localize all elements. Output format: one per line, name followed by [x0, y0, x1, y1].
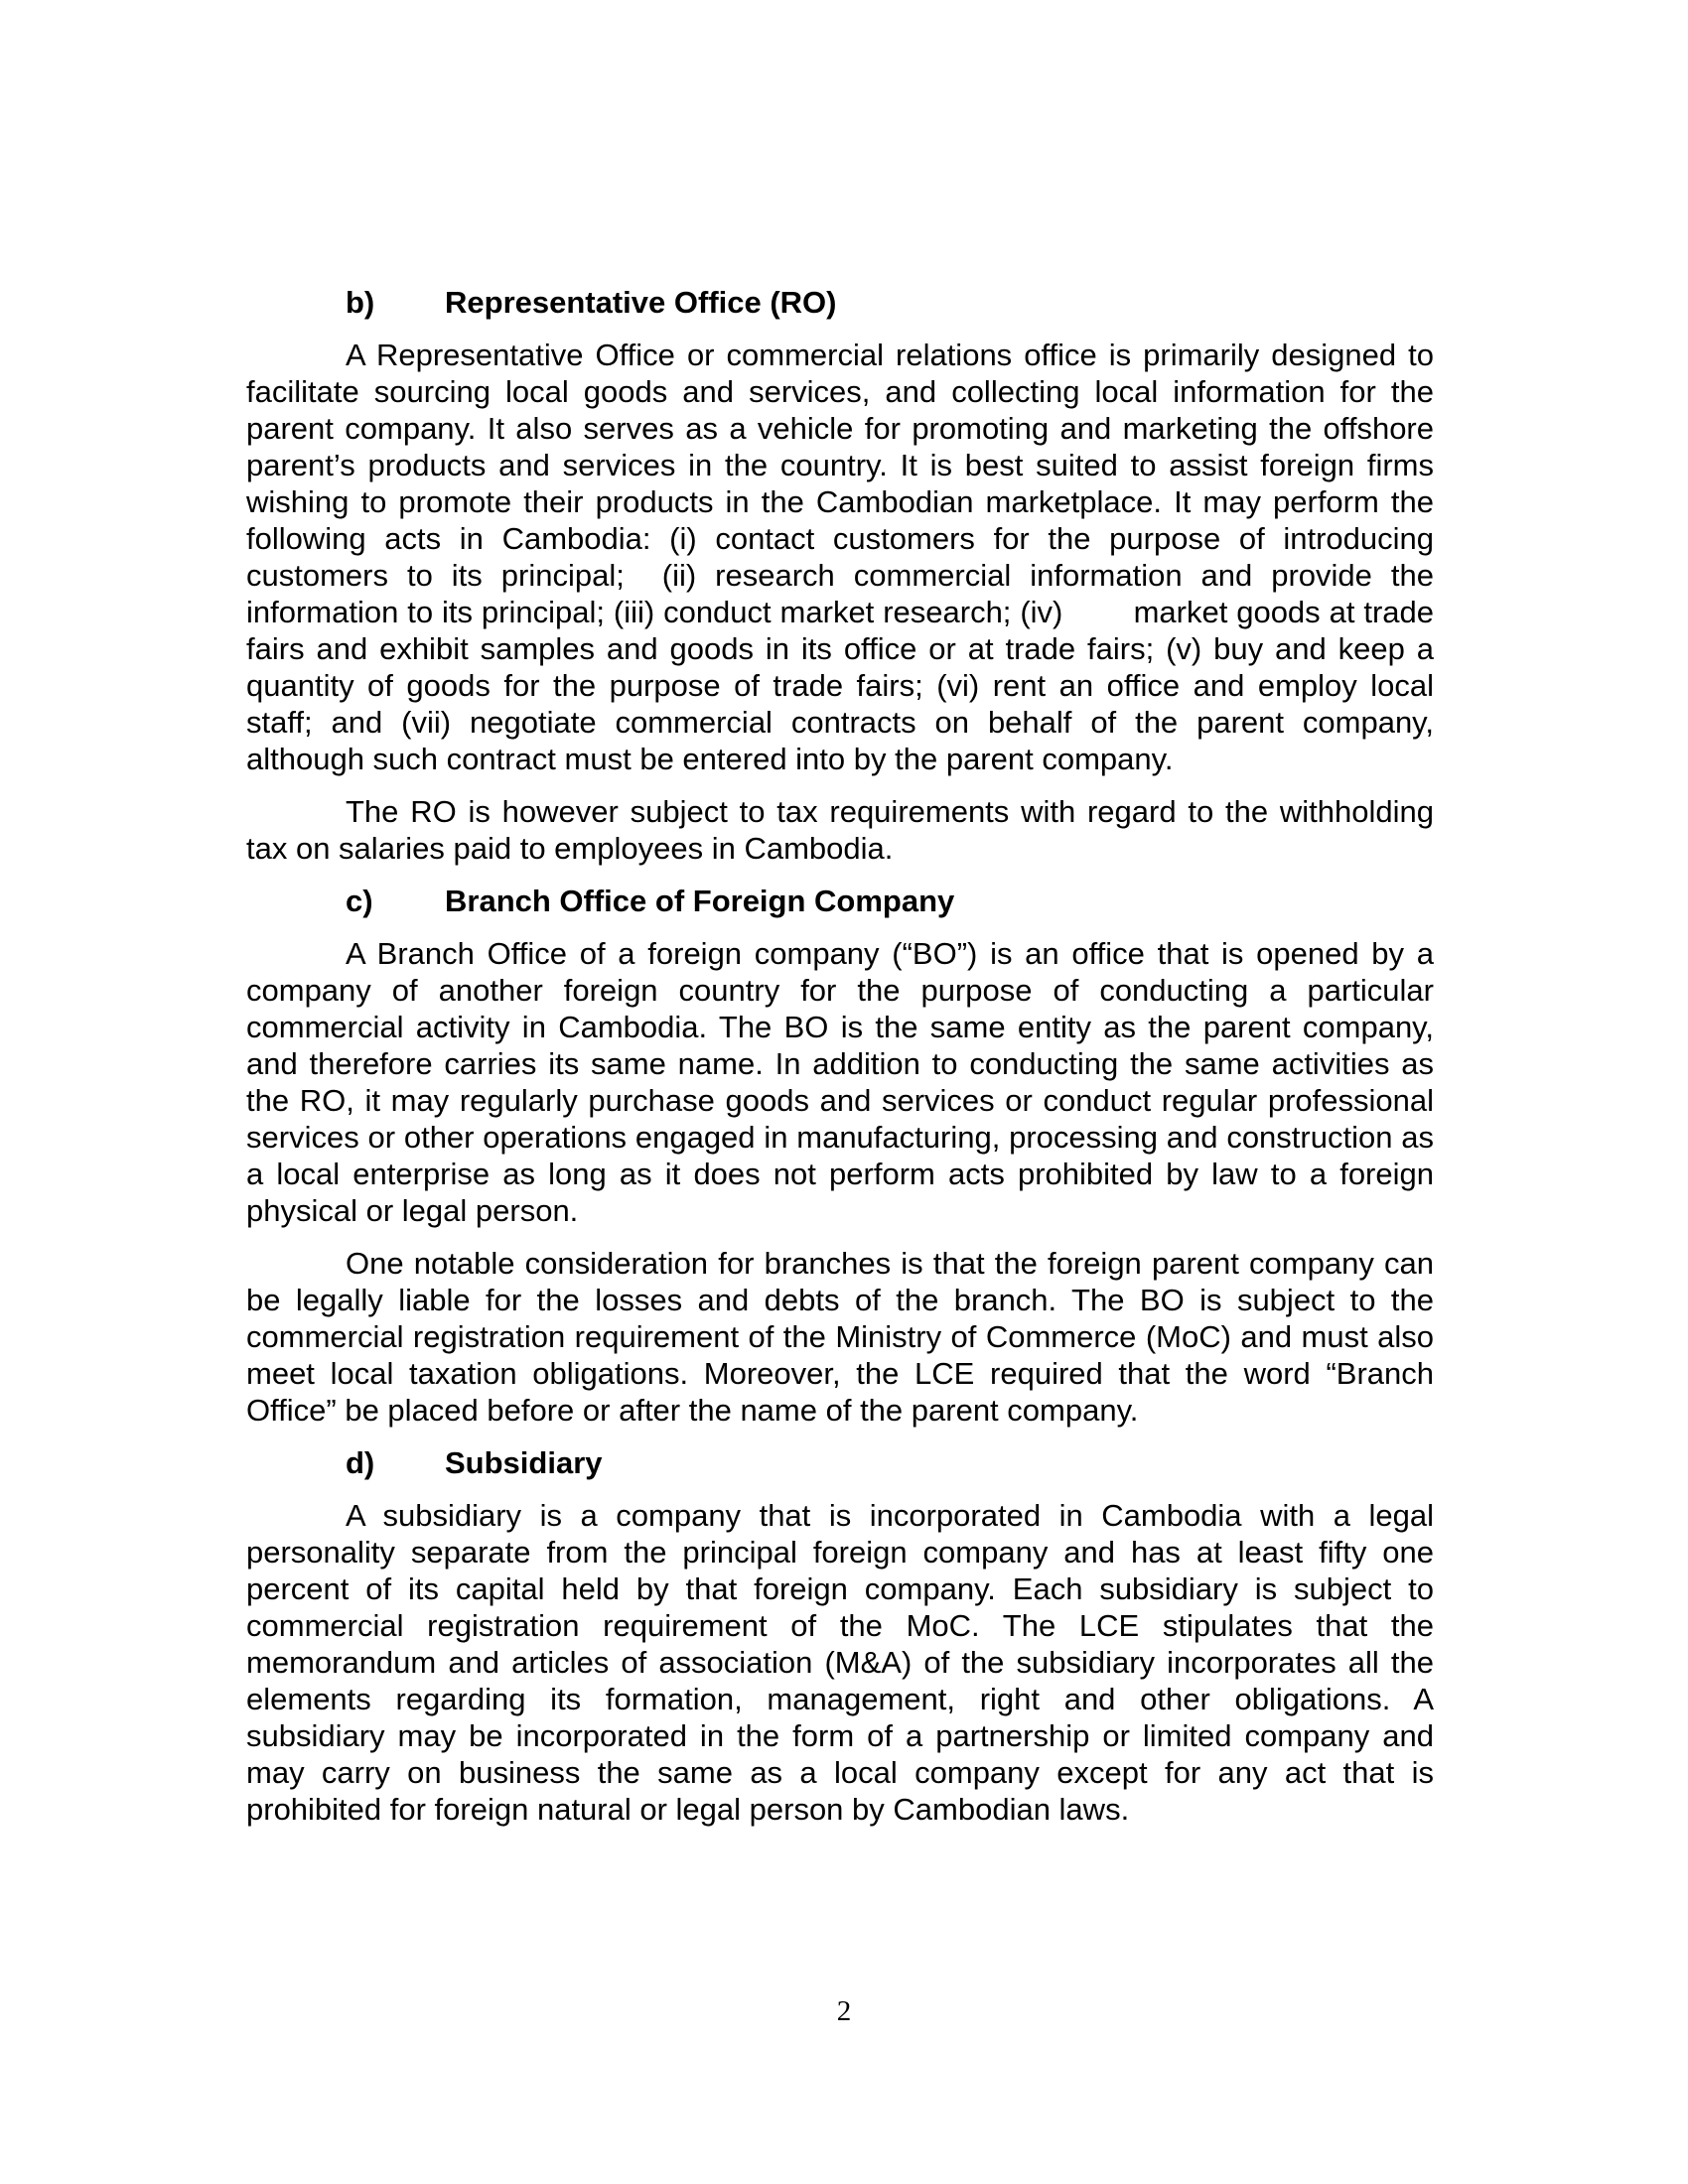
section-heading	[246, 1444, 1434, 1481]
page-number: 2	[836, 1995, 852, 2027]
section-heading	[246, 284, 1434, 321]
document-body	[246, 284, 1443, 1843]
section-subsidiary	[246, 1444, 1434, 1828]
paragraph: A Branch Office of a foreign company (“BO”) is an office that is opened by a company of another foreign country for the purpose of conducting a particular commercial activity in Cambodia. The BO is the same entity as the parent company, and therefore carries its same name. In addition to conducting the same activities as the RO, it may regularly purchase goods and services or conduct regular professional services or other operations engaged in manufacturing, processing and construction as a local enterprise as long as it does not perform acts prohibited by law to a foreign physical or legal person.	[246, 936, 1434, 1228]
section-heading	[246, 883, 1434, 919]
section-branch-office	[246, 883, 1434, 1429]
section-letter: d)	[346, 1445, 375, 1480]
section-representative-office	[246, 284, 1443, 867]
section-title: Subsidiary	[445, 1445, 603, 1480]
paragraph: The RO is however subject to tax requirements with regard to the withholding tax on salaries paid to employees in Cambodia.	[246, 794, 1434, 866]
section-title: Representative Office (RO)	[445, 285, 837, 320]
section-letter: c)	[346, 884, 373, 918]
section-title: Branch Office of Foreign Company	[445, 884, 955, 918]
paragraph: A subsidiary is a company that is incorporated in Cambodia with a legal personality separate from the principal foreign company and has at least fifty one percent of its capital held by that foreign company. Each subsidiary is subject to commercial registration requirement of the MoC. The LCE stipulates that the memorandum and articles of association (M&A) of the subsidiary incorporates all the elements regarding its formation, management, right and other obligations. A subsidiary may be incorporated in the form of a partnership or limited company and may carry on business the same as a local company except for any act that is prohibited for foreign natural or legal person by Cambodian laws.	[246, 1498, 1434, 1827]
paragraph: A Representative Office or commercial relations office is primarily designed to facilitate sourcing local goods and services, and collecting local information for the parent company. It also serves as a vehicle for promoting and marketing the offshore parent’s products and services in the country. It is best suited to assist foreign firms wishing to promote their products in the Cambodian marketplace. It may perform the following acts in Cambodia: (i) contact customers for the purpose of introducing customers to its principal; (ii) research commercial information and provide the information to its principal; (iii) conduct market research; (iv) market goods at trade fairs and exhibit samples and goods in its office or at trade fairs; (v) buy and keep a quantity of goods for the purpose of trade fairs; (vi) rent an office and employ local staff; and (vii) negotiate commercial contracts on behalf of the parent company, although such contract must be entered into by the parent company.	[246, 338, 1443, 776]
paragraph: One notable consideration for branches is that the foreign parent company can be legally liable for the losses and debts of the branch. The BO is subject to the commercial registration requirement of the Ministry of Commerce (MoC) and must also meet local taxation obligations. Moreover, the LCE required that the word “Branch Office” be placed before or after the name of the parent company.	[246, 1246, 1434, 1428]
section-letter: b)	[346, 285, 375, 320]
